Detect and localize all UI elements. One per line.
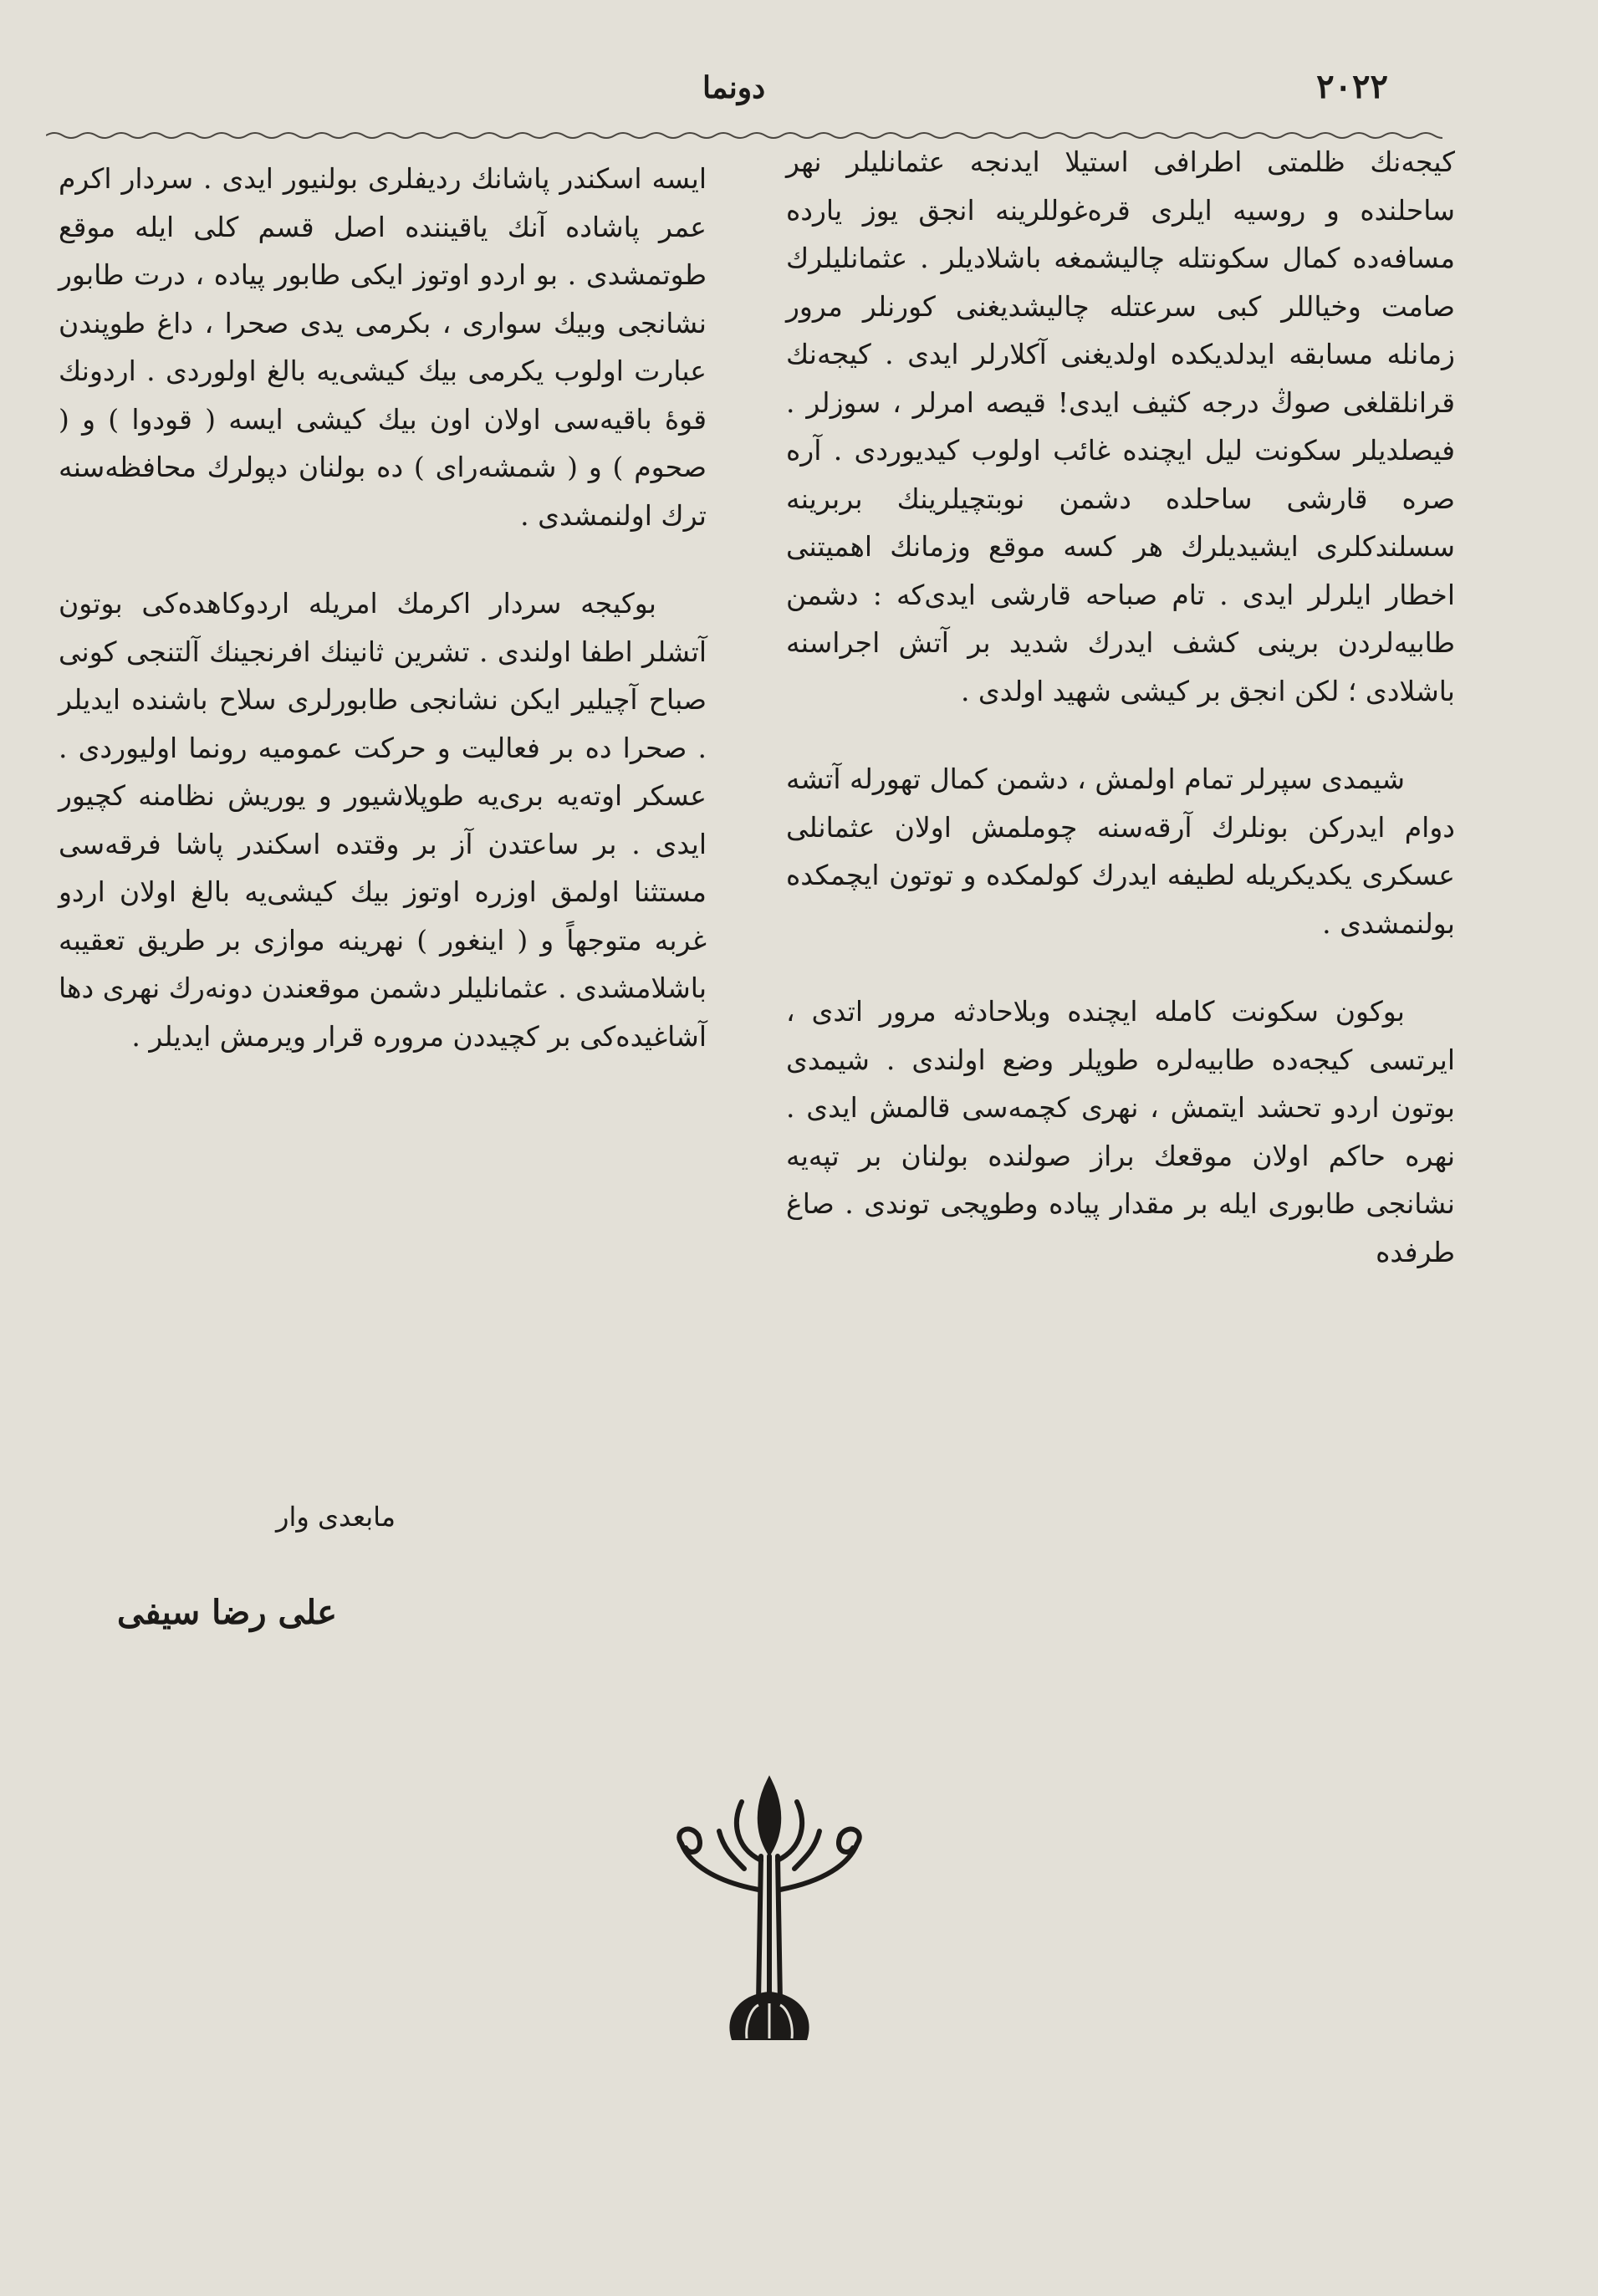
tulip-ornament-icon (665, 1773, 874, 2049)
author-signature: علی رضا سیفی (117, 1593, 337, 1632)
left-column (59, 155, 707, 1060)
running-title: دونما (702, 70, 766, 105)
right-paragraph-3: بوکون سکونت کامله ایچنده وبلاحادثه مرور اتدی ، ایرتسی کیجه‌ده طابیه‌لره طوپلر وضع اولندی . شیمدی بوتون اردو تحشد ایتمش ، نهری کچمه‌سی قالمش ایدی . نهره حاکم اولان موقعك براز صولنده بولنان بر تپه‌یه نشانجی طابوری ایله بر مقدار پیاده وطوپجی توندی . صاغ طرفده (786, 995, 1455, 1268)
page-number: ٢٠٢٢ (1316, 67, 1388, 106)
left-paragraph-1: ایسه اسکندر پاشانك ردیفلری بولنیور ایدی . سردار اکرم عمر پاشاده آنك یاقیننده اصل قسم کلی ایله موقع طوتمشدی . بو اردو اوتوز ایکی طابور پیاده ، درت طابور نشانجی وبیك سواری ، بکرمی یدی صحرا ، داغ طوپندن عبارت اولوب یکرمی بیك کیشی‌یه بالغ اولوردی . اردونك قوۀ باقیه‌سی اولان اون بیك کیشی ایسه ( قودوا ) و ( صحوم ) و ( شمشه‌رای ) ده بولنان دپولرك محافظه‌سنه ترك اولنمشدی . (59, 162, 707, 532)
right-paragraph-2: شیمدی سپرلر تمام اولمش ، دشمن کمال تهورله آتشه دوام ایدرکن بونلرك آرقه‌سنه چوملمش اولان عثمانلی عسکری یکدیکریله لطیفه ایدرك کولمکده و توتون ایچمکده بولنمشدی . (786, 763, 1455, 940)
right-paragraph-1: کیجه‌نك ظلمتی اطرافی استیلا ایدنجه عثمانلیلر نهر ساحلنده و روسیه ایلری قره‌غوللرینه انجق یوز یارده مسافه‌ده کمال سکونتله چالیشمغه باشلادیلر . عثمانلیلرك صامت وخیاللر کبی سرعتله چالیشدیغنی کورنلر مرور زمانله مسابقه ایدلدیکده اولدیغنی آکلارلر ایدی . کیجه‌نك قرانلقلغی صوڭ درجه کثیف ایدی! قیصه امرلر ، سوزلر . فیصلدیلر سکونت لیل ایچنده غائب اولوب کیدیوردی . آره صره قارشی ساحلده دشمن نوبتچیلرینك بربرینه سسلندکلری ایشیدیلرك هر کسه موقع وزمانك اهمیتنی اخطار ایلرلر ایدی . تام صباحه قارشی ایدی‌که : دشمن طابیه‌لردن برینی کشف ایدرك شدید بر آتش اجراسنه باشلادی ؛ لکن انجق بر کیشی شهید اولدی . (786, 145, 1455, 707)
to-be-continued-note: مابعدی وار (276, 1501, 396, 1533)
left-paragraph-2: بوکیجه سردار اکرمك امریله اردوکاهده‌کی بوتون آتشلر اطفا اولندی . تشرین ثانینك افرنجینك آلتنجی کونی صباح آچیلیر ایکن نشانجی طابورلری سلاح باشنده ایدیلر . صحرا ده بر فعالیت و حرکت عمومیه رونما اولیوردی . عسکر اوته‌یه بری‌یه طوپلاشیور و یوریش نظامنه کچیور ایدی . بر ساعتدن آز بر وقتده اسکندر پاشا فرقه‌سی مستثنا اولمق اوزره اوتوز بیك کیشی‌یه بالغ اولان اردو غربه متوجهاً و ( اینغور ) نهرینه موازی بر طریق تعقیبه باشلامشدی . عثمانلیلر دشمن موقعندن دونه‌رك نهری دها آشاغیده‌کی بر کچیددن مروره قرار ویرمش ایدیلر . (59, 587, 707, 1053)
right-column (786, 138, 1455, 1276)
page-header (50, 67, 1472, 117)
